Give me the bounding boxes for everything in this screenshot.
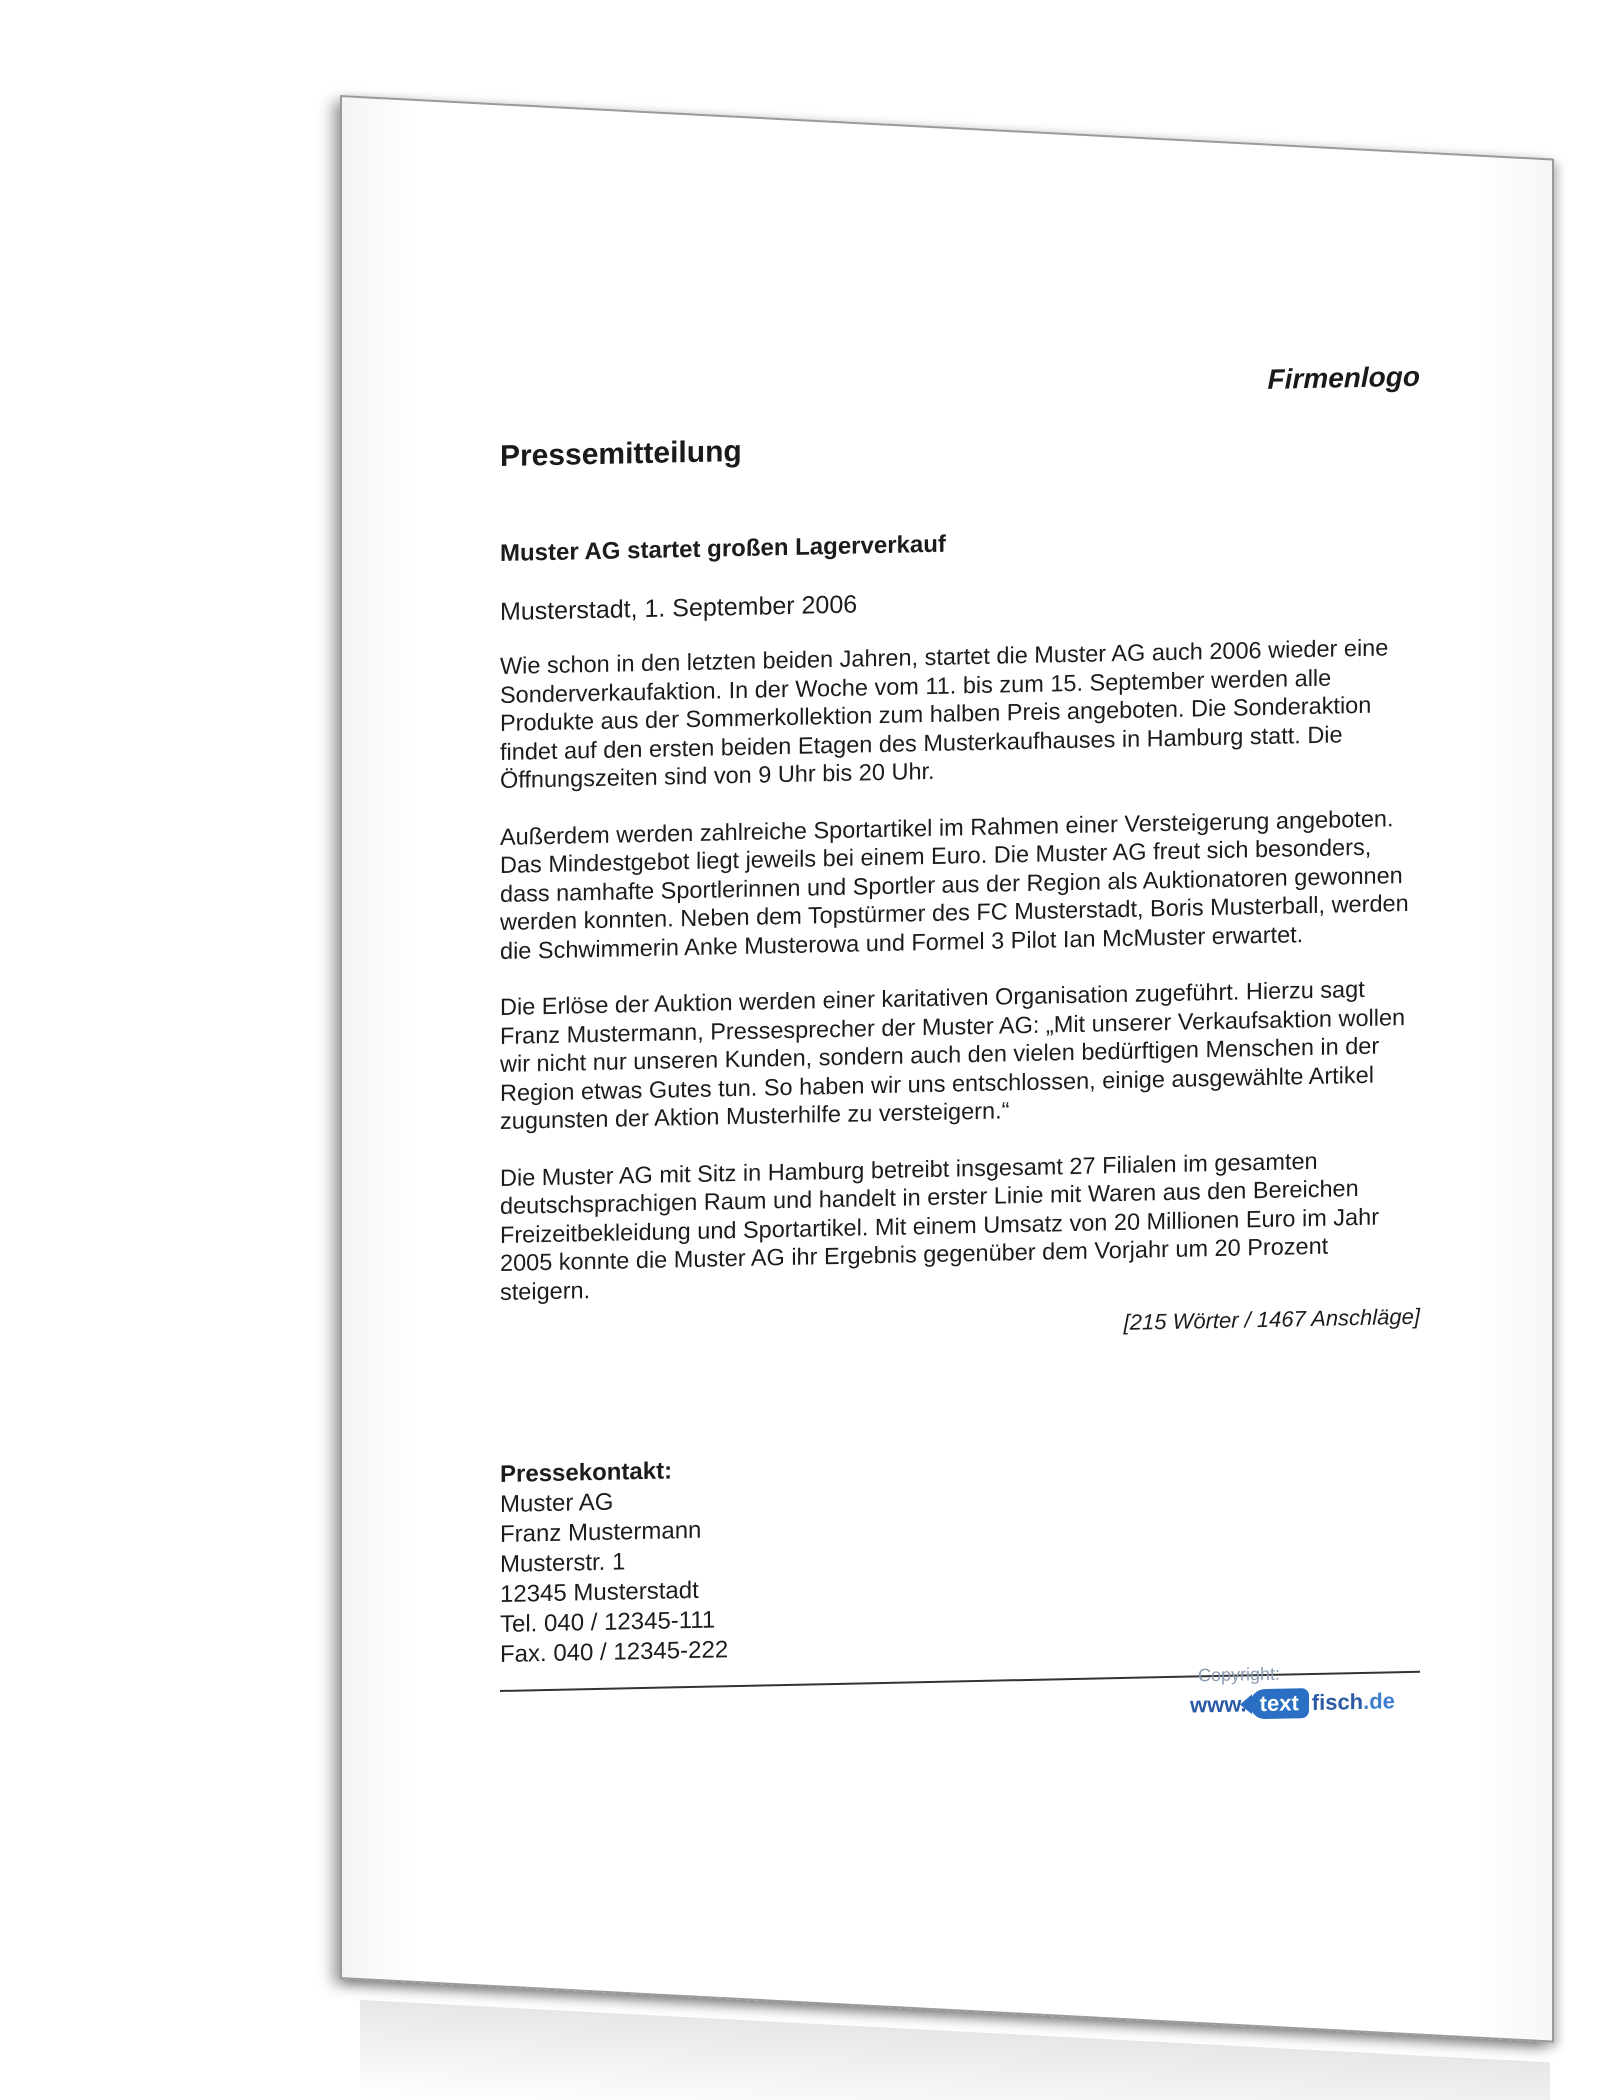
contact-label: Pressekontakt: [500, 1457, 673, 1488]
word-count-note: [215 Wörter / 1467 Anschläge] [1123, 1303, 1420, 1335]
press-body [500, 633, 1420, 1351]
brand-prefix: www. [1190, 1691, 1247, 1718]
company-logo-placeholder: Firmenlogo [1267, 360, 1420, 395]
fish-icon: text [1250, 1688, 1309, 1719]
contact-fax: Fax. 040 / 12345-222 [500, 1636, 729, 1668]
brand-tld: .de [1363, 1688, 1395, 1714]
press-headline: Muster AG startet großen Lagerverkauf [500, 530, 946, 567]
paragraph: Wie schon in den letzten beiden Jahren, startet die Muster AG auch 2006 wieder eine Sonderverkaufaktion. In der Woche vom 11. bis zum 15. September werden alle Produkte aus der Sommerkollektion zum halben Preis angeboten. Die Sonderaktion findet auf den ersten beiden Etagen des Musterkaufhauses in Hamburg statt. Die Öffnungszeiten sind von 9 Uhr bis 20 Uhr. [500, 634, 1389, 793]
contact-company: Muster AG [500, 1488, 614, 1518]
dateline: Musterstadt, 1. September 2006 [500, 590, 858, 626]
copyright-block [1190, 1661, 1420, 1721]
textfisch-logo [1190, 1686, 1420, 1721]
document-title: Pressemitteilung [500, 434, 742, 473]
contact-phone: Tel. 040 / 12345-111 [500, 1606, 716, 1638]
paragraph: Die Muster AG mit Sitz in Hamburg betreibt insgesamt 27 Filialen im gesamten deutschsprachigen Raum und handelt in erster Linie mit Waren aus den Bereichen Freizeitbekleidung und Sportartikel. Mit einem Umsatz von 20 Millionen Euro im Jahr 2005 konnte die Muster AG ihr Ergebnis gegenüber dem Vorjahr um 20 Prozent steigern. [500, 1147, 1380, 1305]
contact-person: Franz Mustermann [500, 1516, 702, 1548]
contact-city: 12345 Musterstadt [500, 1576, 699, 1608]
contact-street: Musterstr. 1 [500, 1548, 626, 1578]
copyright-label: Copyright: [1198, 1663, 1281, 1686]
press-contact [500, 1455, 728, 1670]
paragraph: Die Erlöse der Auktion werden einer karitativen Organisation zugeführt. Hierzu sagt Franz Mustermann, Pressesprecher der Muster AG: „Mit unserer Verkaufsaktion wollen wir nicht nur unseren Kunden, sondern auch den vielen bedürftigen Menschen in der Region etwas Gutes tun. So haben wir uns entschlossen, einige ausgewählte Artikel zugunsten der Aktion Musterhilfe zu versteigern.“ [500, 975, 1406, 1134]
paragraph: Außerdem werden zahlreiche Sportartikel im Rahmen einer Versteigerung angeboten. Das Mindestgebot liegt jeweils bei einem Euro. Die Muster AG freut sich besonders, dass namhafte Sportlerinnen und Sportler aus der Region als Auktionatoren gewonnen werden konnten. Neben dem Topstürmer des FC Musterstadt, Boris Musterball, werden die Schwimmerin Anke Musterowa und Formel 3 Pilot Ian McMuster erwartet. [500, 804, 1409, 964]
document-content [500, 0, 1420, 2100]
brand-name: fisch [1311, 1688, 1364, 1715]
